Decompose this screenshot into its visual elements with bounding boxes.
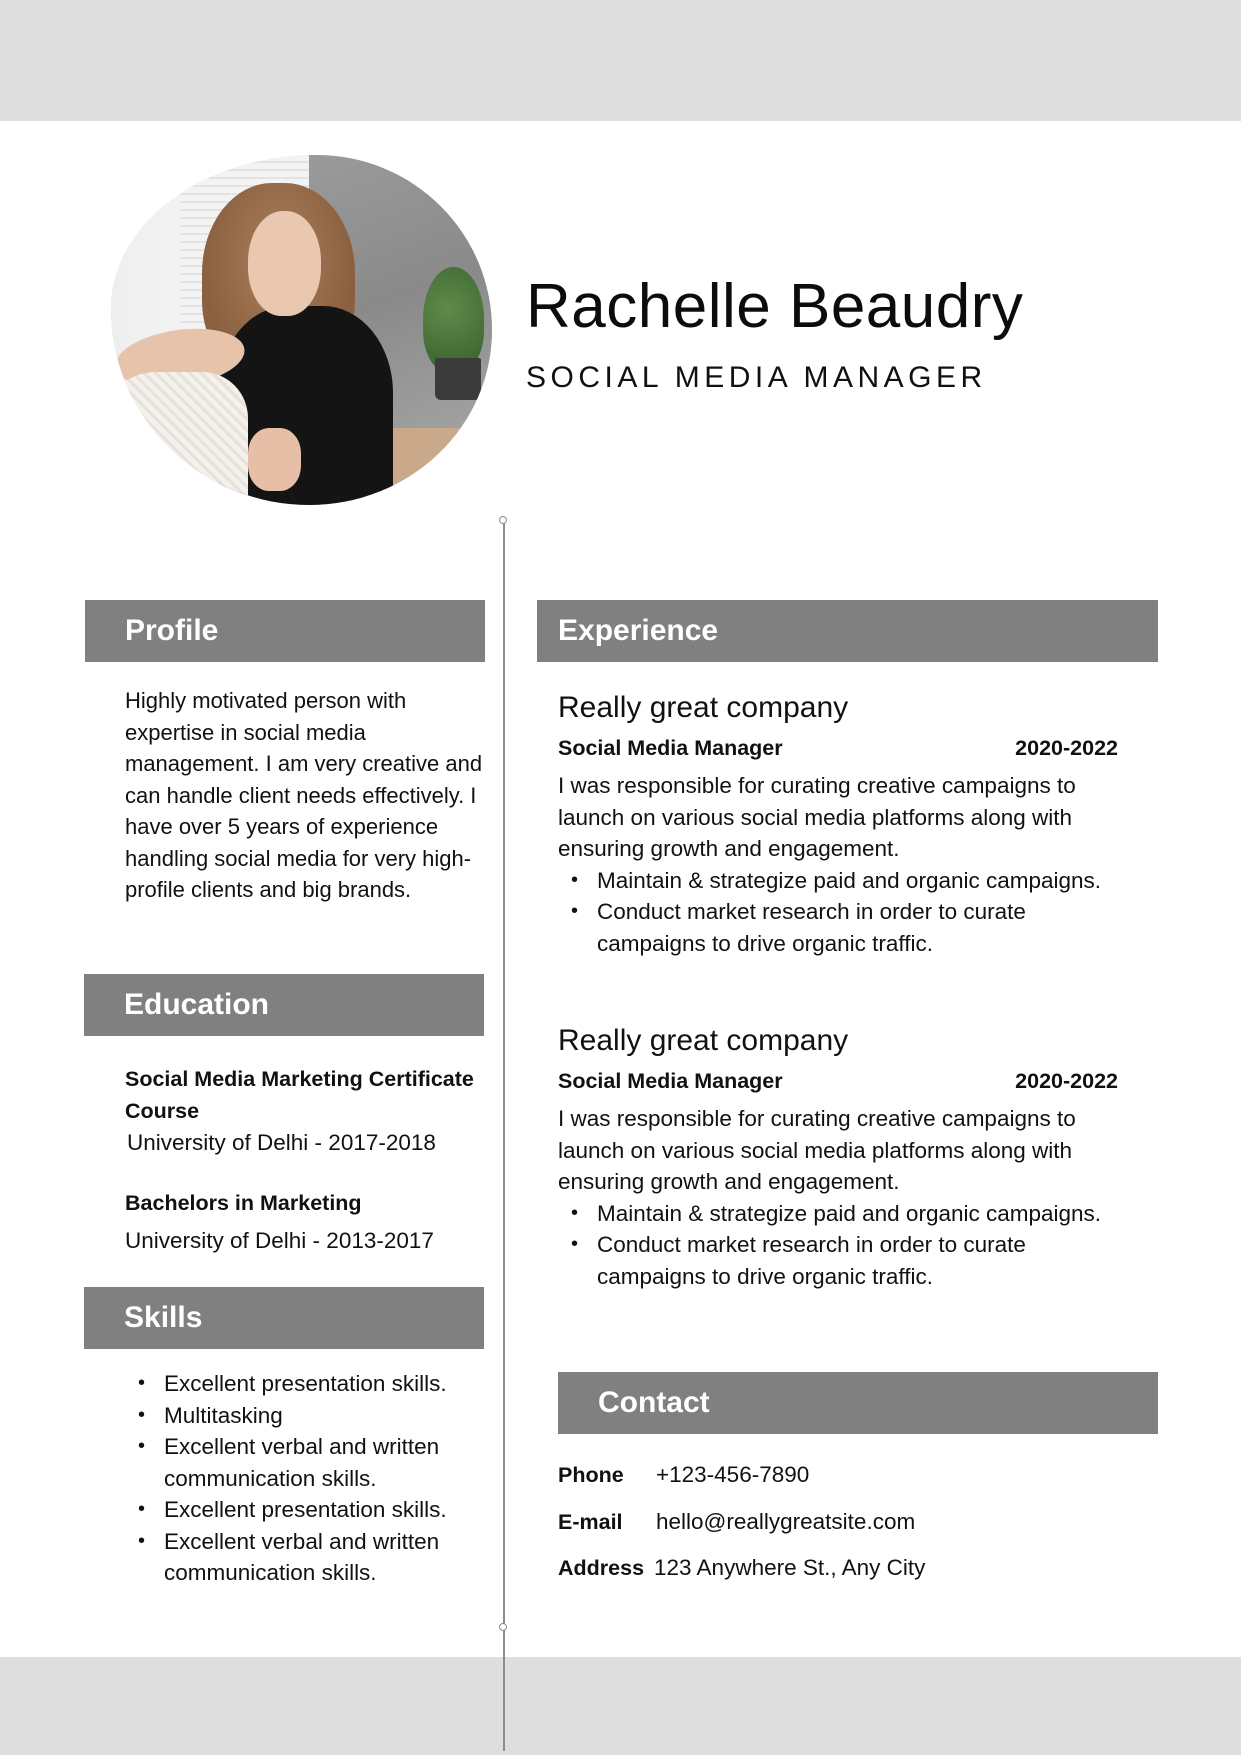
address-label: Address — [558, 1556, 645, 1580]
job-bullet: • Conduct market research in order to curate campaigns to drive organic traffic. — [558, 896, 1128, 959]
job-description: I was responsible for curating creative campaigns to launch on various social media platforms along with ensuring growth and engagement. — [558, 1106, 1076, 1194]
contact-address — [558, 1545, 925, 1592]
company-name: Really great company — [558, 691, 849, 724]
email-value[interactable]: hello@reallygreatsite.com — [656, 1508, 916, 1534]
education-item — [125, 1063, 485, 1159]
phone-value[interactable]: +123-456-7890 — [656, 1462, 810, 1487]
column-divider — [503, 521, 505, 1751]
education-item — [125, 1187, 485, 1257]
profile-summary: Highly motivated person with expertise in social media management. I am very creative and can handle client needs effectively. I have over 5 years of experience handling social media for very high-profile clients and big brands. — [125, 688, 483, 902]
skill-item: • Excellent verbal and written communication skills. — [125, 1526, 495, 1589]
resume-page — [0, 121, 1241, 1657]
education-detail: University of Delhi - 2017-2018 — [127, 1130, 436, 1155]
section-header-skills — [84, 1287, 484, 1349]
contact-details — [558, 1452, 925, 1592]
section-title: Contact — [598, 1386, 710, 1419]
phone-label: Phone — [558, 1463, 624, 1487]
section-header-education — [84, 974, 484, 1036]
job-bullet: • Maintain & strategize paid and organic campaigns. — [558, 865, 1128, 897]
education-title: Bachelors in Marketing — [125, 1191, 362, 1215]
contact-phone — [558, 1452, 925, 1499]
job-role: Social Media Manager — [558, 736, 783, 760]
section-title: Skills — [124, 1301, 203, 1334]
section-header-profile — [85, 600, 485, 662]
candidate-name: Rachelle Beaudry — [526, 272, 1024, 341]
address-value: 123 Anywhere St., Any City — [654, 1555, 926, 1580]
job-period: 2020-2022 — [1015, 736, 1118, 760]
skills-list — [125, 1368, 495, 1589]
experience-entry — [558, 688, 1128, 959]
section-header-contact — [558, 1372, 1158, 1434]
email-label: E-mail — [558, 1509, 623, 1534]
company-name: Really great company — [558, 1024, 849, 1057]
job-bullet: • Conduct market research in order to curate campaigns to drive organic traffic. — [558, 1229, 1128, 1292]
education-title: Social Media Marketing Certificate Course — [125, 1067, 474, 1123]
profile-photo — [111, 155, 492, 505]
divider-bottom-node — [499, 1623, 507, 1631]
section-title: Experience — [558, 614, 719, 647]
job-description: I was responsible for curating creative campaigns to launch on various social media platforms along with ensuring growth and engagement. — [558, 773, 1076, 861]
candidate-title: SOCIAL MEDIA MANAGER — [526, 361, 987, 394]
job-bullet: • Maintain & strategize paid and organic campaigns. — [558, 1198, 1128, 1230]
section-header-experience — [537, 600, 1158, 662]
skill-item: • Excellent verbal and written communication skills. — [125, 1431, 495, 1494]
job-period: 2020-2022 — [1015, 1069, 1118, 1093]
section-title: Education — [124, 988, 270, 1021]
skill-item: • Excellent presentation skills. — [125, 1494, 495, 1526]
education-detail: University of Delhi - 2013-2017 — [125, 1228, 434, 1253]
skill-item: • Excellent presentation skills. — [125, 1368, 495, 1400]
contact-email — [558, 1499, 925, 1546]
experience-entry — [558, 1021, 1128, 1292]
divider-top-node — [499, 516, 507, 524]
skill-item: • Multitasking — [125, 1400, 495, 1432]
section-title: Profile — [125, 614, 219, 647]
job-role: Social Media Manager — [558, 1069, 783, 1093]
